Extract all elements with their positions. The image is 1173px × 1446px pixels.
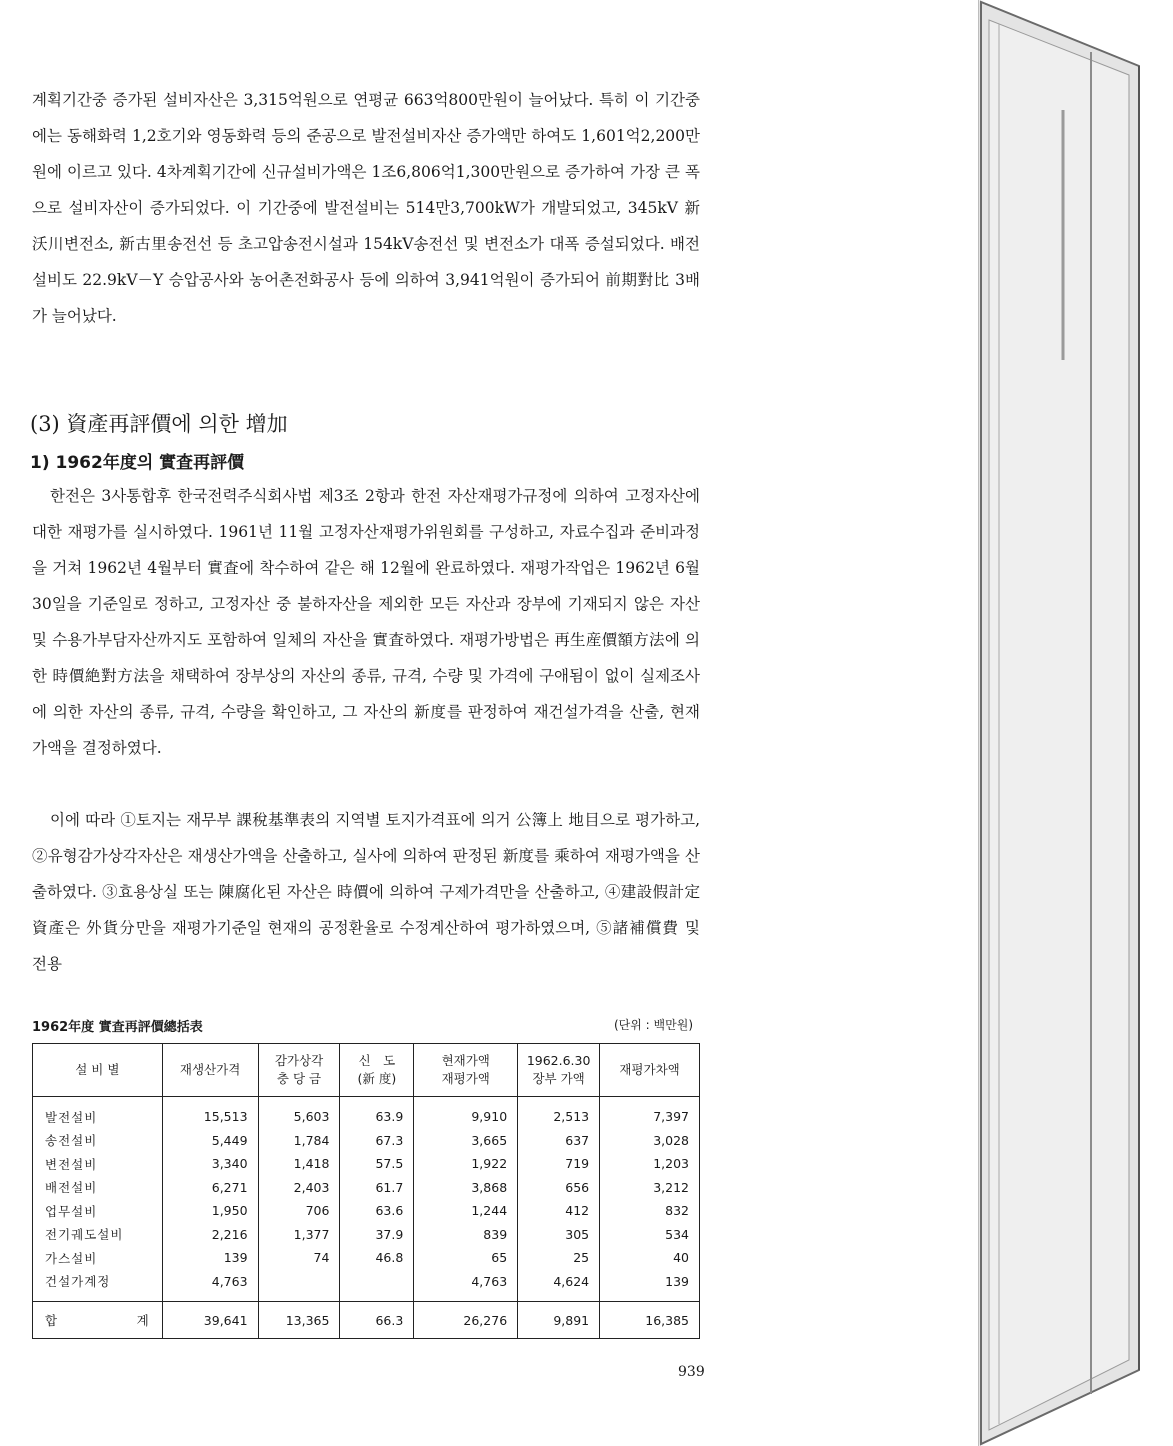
total-cell: 26,276 bbox=[414, 1302, 518, 1339]
table-cell: 7,397 bbox=[600, 1097, 700, 1129]
table-cell: 63.9 bbox=[340, 1097, 414, 1129]
table-cell: 412 bbox=[518, 1199, 600, 1223]
total-label-cell: 합 계 bbox=[33, 1302, 163, 1339]
table-cell: 57.5 bbox=[340, 1152, 414, 1176]
table-cell: 25 bbox=[518, 1246, 600, 1270]
table-cell: 3,665 bbox=[414, 1129, 518, 1153]
table-row bbox=[33, 1199, 700, 1223]
table-cell: 3,868 bbox=[414, 1176, 518, 1200]
table-cell: 706 bbox=[258, 1199, 340, 1223]
column-header: 설 비 별 bbox=[33, 1044, 163, 1097]
table-cell: 139 bbox=[600, 1270, 700, 1302]
table-row bbox=[33, 1176, 700, 1200]
table-cell bbox=[258, 1270, 340, 1302]
category-cell: 변전설비 bbox=[33, 1152, 163, 1176]
category-cell: 송전설비 bbox=[33, 1129, 163, 1153]
table-cell: 9,910 bbox=[414, 1097, 518, 1129]
total-cell: 9,891 bbox=[518, 1302, 600, 1339]
total-cell: 13,365 bbox=[258, 1302, 340, 1339]
table-cell: 719 bbox=[518, 1152, 600, 1176]
total-cell: 39,641 bbox=[162, 1302, 258, 1339]
column-header: 재생산가격 bbox=[162, 1044, 258, 1097]
table-row bbox=[33, 1129, 700, 1153]
column-header: 1962.6.30 장부 가액 bbox=[518, 1044, 600, 1097]
table-row bbox=[33, 1246, 700, 1270]
column-header: 재평가차액 bbox=[600, 1044, 700, 1097]
body-paragraph-3: 이에 따라 ①토지는 재무부 課稅基準表의 지역별 토지가격표에 의거 公簿上 地目으로 평가하고, ②유형감가상각자산은 재생산가액을 산출하고, 실사에 의하여 판정된 新度를 乘하여 재평가액을 산출하였다. ③효용상실 또는 陳腐化된 자산은 時價에 의하여 구제가격만을 산출하고, ④建設假計定資產은 外貨分만을 재평가기준일 현재의 공정환율로 수정계산하여 평가하였으며, ⑤諸補償費 및 전용 bbox=[32, 811, 700, 973]
table-cell: 2,216 bbox=[162, 1223, 258, 1247]
table-row bbox=[33, 1223, 700, 1247]
table-cell: 1,244 bbox=[414, 1199, 518, 1223]
category-cell: 배전설비 bbox=[33, 1176, 163, 1200]
table-cell: 1,377 bbox=[258, 1223, 340, 1247]
table-cell: 63.6 bbox=[340, 1199, 414, 1223]
table-cell: 534 bbox=[600, 1223, 700, 1247]
table-cell: 839 bbox=[414, 1223, 518, 1247]
column-header: 신 도 (新 度) bbox=[340, 1044, 414, 1097]
table-cell: 656 bbox=[518, 1176, 600, 1200]
body-paragraph-1: 계획기간중 증가된 설비자산은 3,315억원으로 연평균 663억800만원이 늘어났다. 특히 이 기간중에는 동해화력 1,2호기와 영동화력 등의 준공으로 발전설비자산 증가액만 하여도 1,601억2,200만원에 이르고 있다. 4차계획기간에 신규설비가액은 1조6,806억1,300만원으로 증가하여 가장 큰 폭으로 설비자산이 증가되었다. 이 기간중에 발전설비는 514만3,700kW가 개발되었고, 345kV 新沃川변전소, 新古里송전선 등 초고압송전시설과 154kV송전선 및 변전소가 대폭 증설되었다. 배전설비도 22.9kV－Y 승압공사와 농어촌전화공사 등에 의하여 3,941억원이 증가되어 前期對比 3배가 늘어났다. bbox=[32, 91, 700, 325]
table-cell: 2,513 bbox=[518, 1097, 600, 1129]
table-cell: 5,603 bbox=[258, 1097, 340, 1129]
table-cell: 1,922 bbox=[414, 1152, 518, 1176]
table-cell bbox=[340, 1270, 414, 1302]
category-cell: 가스설비 bbox=[33, 1246, 163, 1270]
category-cell: 발전설비 bbox=[33, 1097, 163, 1129]
total-cell: 16,385 bbox=[600, 1302, 700, 1339]
table-cell: 1,203 bbox=[600, 1152, 700, 1176]
table-cell: 61.7 bbox=[340, 1176, 414, 1200]
table-cell: 1,950 bbox=[162, 1199, 258, 1223]
revaluation-summary-table bbox=[32, 1043, 700, 1339]
table-cell: 637 bbox=[518, 1129, 600, 1153]
table-cell: 5,449 bbox=[162, 1129, 258, 1153]
category-cell: 전기궤도설비 bbox=[33, 1223, 163, 1247]
table-title: 1962年度 實査再評價總括表 bbox=[32, 1020, 203, 1035]
table-row bbox=[33, 1097, 700, 1129]
section-title: (3) 資產再評價에 의한 增加 bbox=[30, 412, 288, 436]
table-cell: 46.8 bbox=[340, 1246, 414, 1270]
column-header: 현재가액 재평가액 bbox=[414, 1044, 518, 1097]
book-edge-illustration bbox=[979, 0, 1173, 1446]
table-row bbox=[33, 1270, 700, 1302]
table-cell: 4,763 bbox=[414, 1270, 518, 1302]
column-header: 감가상각 충 당 금 bbox=[258, 1044, 340, 1097]
table-cell: 6,271 bbox=[162, 1176, 258, 1200]
table-cell: 1,784 bbox=[258, 1129, 340, 1153]
page-number: 939 bbox=[678, 1364, 705, 1380]
table-cell: 3,028 bbox=[600, 1129, 700, 1153]
table-cell: 67.3 bbox=[340, 1129, 414, 1153]
table-cell: 3,340 bbox=[162, 1152, 258, 1176]
table-cell: 74 bbox=[258, 1246, 340, 1270]
category-cell: 업무설비 bbox=[33, 1199, 163, 1223]
category-cell: 건설가계정 bbox=[33, 1270, 163, 1302]
table-cell: 3,212 bbox=[600, 1176, 700, 1200]
table-cell: 139 bbox=[162, 1246, 258, 1270]
table-cell: 4,763 bbox=[162, 1270, 258, 1302]
table-cell: 1,418 bbox=[258, 1152, 340, 1176]
total-row bbox=[33, 1302, 700, 1339]
table-cell: 37.9 bbox=[340, 1223, 414, 1247]
table-row bbox=[33, 1152, 700, 1176]
table-cell: 15,513 bbox=[162, 1097, 258, 1129]
body-paragraph-2: 한전은 3사통합후 한국전력주식회사법 제3조 2항과 한전 자산재평가규정에 의하여 고정자산에 대한 재평가를 실시하였다. 1961년 11월 고정자산재평가위원회를 구성하고, 자료수집과 준비과정을 거쳐 1962년 4월부터 實査에 착수하여 같은 해 12월에 완료하였다. 재평가작업은 1962년 6월 30일을 기준일로 정하고, 고정자산 중 불하자산을 제외한 모든 자산과 장부에 기재되지 않은 자산 및 수용가부담자산까지도 포함하여 일체의 자산을 實査하였다. 재평가방법은 再生産價額方法에 의한 時價絶對方法을 채택하여 장부상의 자산의 종류, 규격, 수량 및 가격에 구애됨이 없이 실제조사에 의한 자산의 종류, 규격, 수량을 확인하고, 그 자산의 新度를 판정하여 재건설가격을 산출, 현재가액을 결정하였다. bbox=[32, 487, 700, 757]
table-cell: 305 bbox=[518, 1223, 600, 1247]
table-cell: 832 bbox=[600, 1199, 700, 1223]
table-cell: 2,403 bbox=[258, 1176, 340, 1200]
total-cell: 66.3 bbox=[340, 1302, 414, 1339]
table-header-row bbox=[33, 1044, 700, 1097]
table-cell: 4,624 bbox=[518, 1270, 600, 1302]
table-cell: 65 bbox=[414, 1246, 518, 1270]
table-unit-label: (단위 : 백만원) bbox=[614, 1018, 693, 1032]
subsection-title: 1) 1962年度의 實査再評價 bbox=[30, 453, 245, 473]
table-cell: 40 bbox=[600, 1246, 700, 1270]
